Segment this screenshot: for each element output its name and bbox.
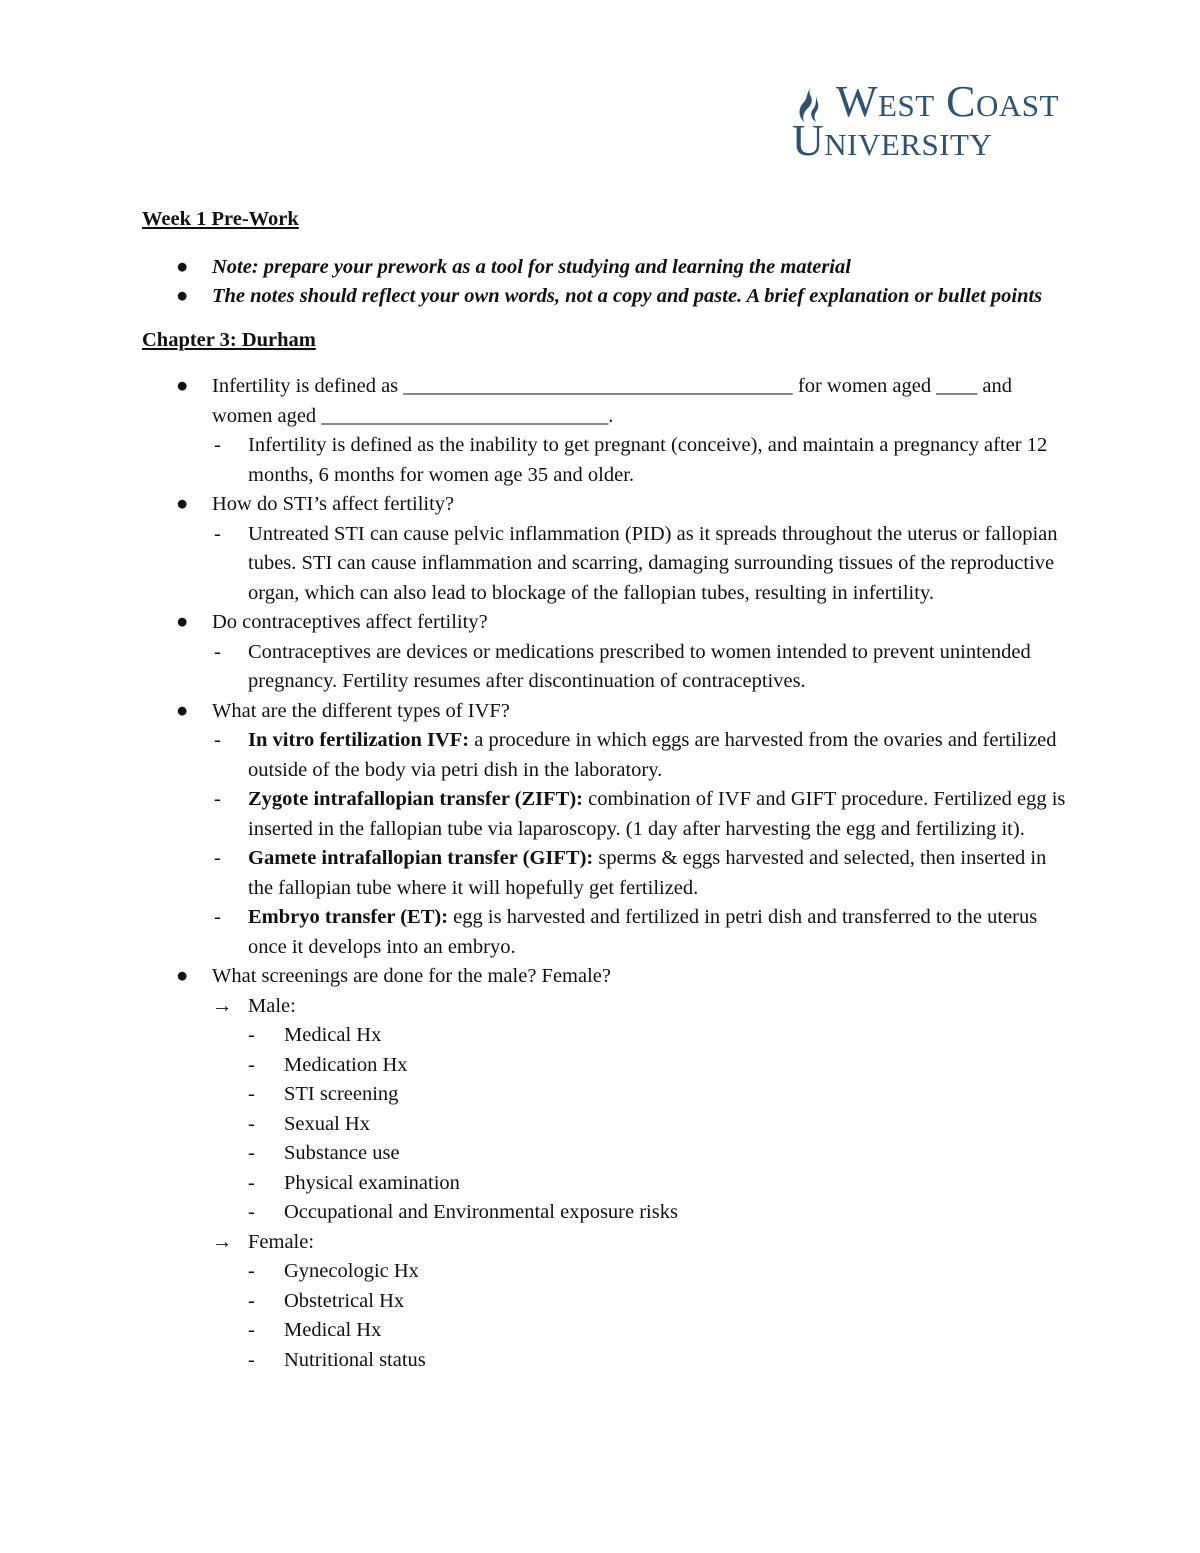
bullet-icon: ●	[176, 375, 189, 397]
bullet-icon: ●	[176, 255, 189, 278]
screening-item: - Nutritional status	[142, 1346, 1072, 1376]
arrow-icon: →	[212, 994, 233, 1017]
ivf-type-item: - Zygote intrafallopian transfer (ZIFT): combination of IVF and GIFT procedure. Fertilized egg is inserted in the fallopian tube via laparoscopy. (1 day after harvesting the egg and fertilizing it).	[142, 785, 1072, 844]
screening-item: - Sexual Hx	[142, 1110, 1072, 1140]
answer-item: - Untreated STI can cause pelvic inflammation (PID) as it spreads throughout the uterus or fallopian tubes. STI can cause inflammation and scarring, damaging surrounding tissues of the reproductive organ, which can also lead to blockage of the fallopian tubes, resulting in infertility.	[142, 520, 1072, 609]
chapter-heading: Chapter 3: Durham	[142, 328, 316, 351]
dash-marker: -	[248, 1289, 255, 1312]
ivf-type-item: - Gamete intrafallopian transfer (GIFT): sperms & eggs harvested and selected, then inserted in the fallopian tube where it will hopefully get fertilized.	[142, 844, 1072, 903]
logo-text-line2: University	[792, 116, 993, 165]
screening-item: - STI screening	[142, 1080, 1072, 1110]
dash-marker: -	[214, 729, 221, 751]
answer-item: - Infertility is defined as the inability to get pregnant (conceive), and maintain a pregnancy after 12 months, 6 months for women age 35 and older.	[142, 431, 1072, 490]
notes-list	[142, 253, 1072, 312]
dash-marker: -	[248, 1201, 255, 1223]
university-logo	[790, 77, 1160, 166]
document-body	[142, 205, 1072, 1375]
ivf-term: Gamete intrafallopian transfer (GIFT):	[248, 847, 594, 869]
screening-item: - Substance use	[142, 1139, 1072, 1169]
ivf-type-item: - Embryo transfer (ET): egg is harvested and fertilized in petri dish and transferred to the uterus once it develops into an embryo.	[142, 903, 1072, 962]
dash-marker: -	[214, 434, 221, 456]
screening-item: - Medical Hx	[142, 1316, 1072, 1346]
dash-marker: -	[248, 1053, 255, 1076]
bullet-icon: ●	[176, 611, 189, 633]
ivf-term: Zygote intrafallopian transfer (ZIFT):	[248, 788, 583, 810]
screening-item: - Physical examination	[142, 1169, 1072, 1199]
question-item: ● What are the different types of IVF?	[142, 697, 1072, 727]
dash-marker: -	[248, 1260, 255, 1282]
question-item: ● How do STI’s affect fertility?	[142, 490, 1072, 520]
dash-marker: -	[214, 522, 221, 545]
dash-marker: -	[248, 1348, 255, 1371]
bullet-icon: ●	[176, 493, 189, 515]
bullet-icon: ●	[176, 965, 189, 987]
dash-marker: -	[248, 1112, 255, 1135]
male-screening-heading: → Male:	[142, 992, 1072, 1022]
dash-marker: -	[248, 1171, 255, 1194]
bullet-icon: ●	[176, 285, 189, 307]
ivf-term: Embryo transfer (ET):	[248, 906, 449, 928]
note-item: ● The notes should reflect your own words, not a copy and paste. A brief explanation or bullet points	[142, 282, 1072, 312]
screening-item: - Gynecologic Hx	[142, 1257, 1072, 1287]
dash-marker: -	[214, 847, 221, 869]
question-item: ● Do contraceptives affect fertility?	[142, 608, 1072, 638]
dash-marker: -	[248, 1319, 255, 1341]
screening-item: - Obstetrical Hx	[142, 1287, 1072, 1317]
screening-item: - Medical Hx	[142, 1021, 1072, 1051]
dash-marker: -	[248, 1083, 255, 1105]
bullet-icon: ●	[176, 699, 189, 722]
dash-marker: -	[248, 1024, 255, 1046]
question-item: ● Infertility is defined as ______________________________________ for women aged ____ and women aged ____________________________.	[142, 372, 1072, 431]
question-item: ● What screenings are done for the male? Female?	[142, 962, 1072, 992]
logo-text-line1: West Coast	[836, 77, 1059, 126]
screening-item: - Occupational and Environmental exposure risks	[142, 1198, 1072, 1228]
page-title: Week 1 Pre-Work	[142, 208, 299, 230]
dash-marker: -	[214, 640, 221, 663]
answer-item: - Contraceptives are devices or medications prescribed to women intended to prevent unintended pregnancy. Fertility resumes after discontinuation of contraceptives.	[142, 638, 1072, 697]
ivf-type-item: - In vitro fertilization IVF: a procedure in which eggs are harvested from the ovaries and fertilized outside of the body via petri dish in the laboratory.	[142, 726, 1072, 785]
question-list	[142, 372, 1072, 1375]
dash-marker: -	[214, 788, 221, 810]
arrow-icon: →	[212, 1230, 233, 1253]
dash-marker: -	[248, 1142, 255, 1164]
ivf-term: In vitro fertilization IVF:	[248, 729, 470, 751]
female-screening-heading: → Female:	[142, 1228, 1072, 1258]
screening-item: - Medication Hx	[142, 1051, 1072, 1081]
note-item: ● Note: prepare your prework as a tool for studying and learning the material	[142, 253, 1072, 283]
dash-marker: -	[214, 906, 221, 928]
